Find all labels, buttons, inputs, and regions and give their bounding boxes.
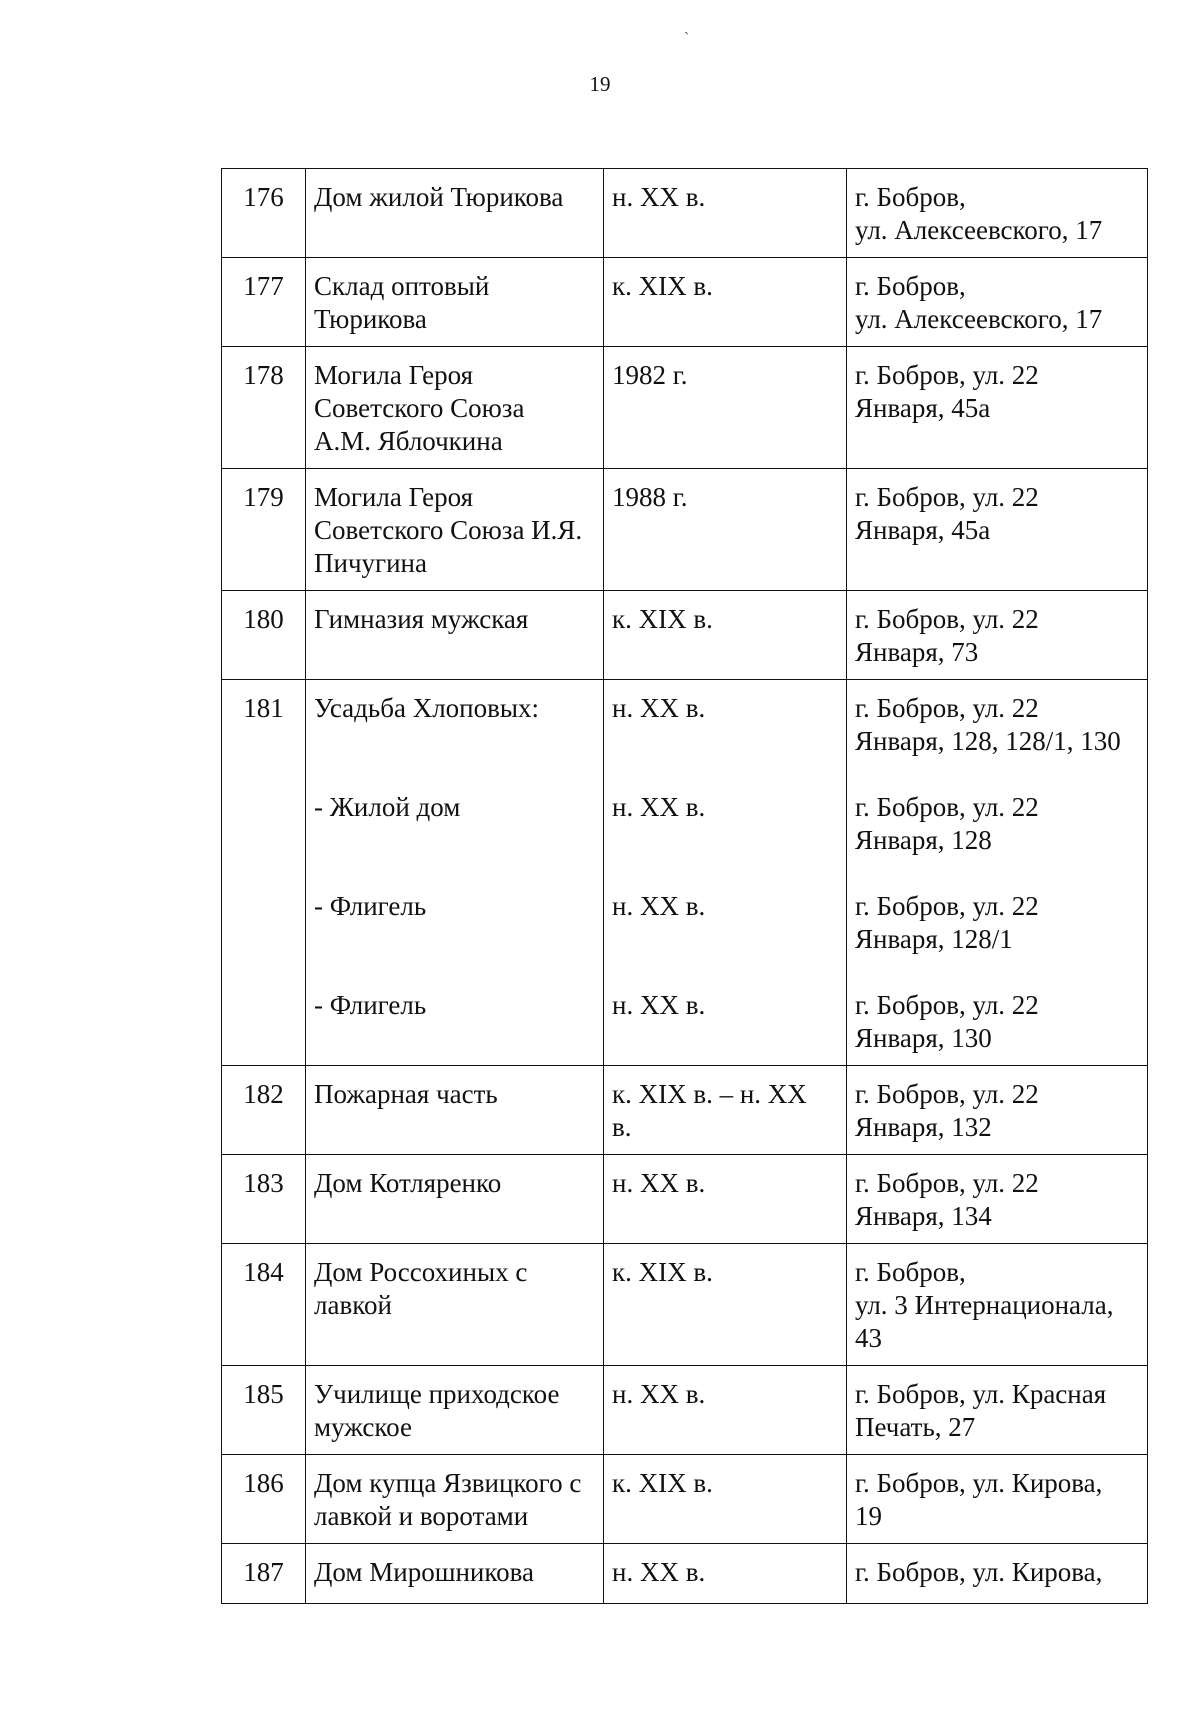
object-name-cell: [306, 169, 604, 258]
date-line: н. XX в.: [612, 1168, 706, 1198]
table-row: [222, 1244, 1148, 1366]
table-row: [222, 1544, 1148, 1604]
sub-object-date: н. XX в.: [612, 990, 706, 1020]
address-line: г. Бобров, ул. Красная: [855, 1379, 1107, 1409]
address-line: г. Бобров, ул. 22: [855, 693, 1039, 723]
table-row: [222, 469, 1148, 591]
row-number: 178: [222, 347, 306, 469]
address-line: Января, 132: [855, 1112, 992, 1142]
object-name-line: Дом Котляренко: [314, 1168, 502, 1198]
date-line: н. XX в.: [612, 1379, 706, 1409]
date-cell: [604, 1066, 847, 1155]
date-line: к. XIX в.: [612, 604, 713, 634]
row-number: 181: [222, 680, 306, 1066]
object-name-cell: [306, 1244, 604, 1366]
sub-object-address: [855, 989, 1139, 1055]
address-line: г. Бобров, ул. Кирова,: [855, 1468, 1103, 1498]
object-name-line: Дом купца Язвицкого с: [314, 1468, 582, 1498]
address-line: г. Бобров, ул. 22: [855, 360, 1039, 390]
object-name-cell: [306, 1544, 604, 1604]
sub-object-name: Усадьба Хлоповых:: [314, 693, 540, 723]
address-line: г. Бобров,: [855, 1257, 966, 1287]
date-line: н. XX в.: [612, 182, 706, 212]
table-row: [222, 169, 1148, 258]
address-cell: [847, 1544, 1148, 1604]
object-name-cell: [306, 1066, 604, 1155]
address-line: г. Бобров,: [855, 271, 966, 301]
address-line: г. Бобров,: [855, 182, 966, 212]
object-name-line: Пичугина: [314, 548, 427, 578]
address-line: Января, 130: [855, 1023, 992, 1053]
object-name-line: Советского Союза И.Я.: [314, 515, 583, 545]
row-number: 186: [222, 1455, 306, 1544]
date-line: в.: [612, 1112, 632, 1142]
object-name-line: Дом жилой Тюрикова: [314, 182, 564, 212]
address-line: Января, 128/1: [855, 924, 1013, 954]
date-line: к. XIX в.: [612, 1257, 713, 1287]
address-cell: [847, 1455, 1148, 1544]
address-line: Января, 134: [855, 1201, 992, 1231]
object-name-line: Склад оптовый: [314, 271, 490, 301]
address-line: г. Бобров, ул. 22: [855, 891, 1039, 921]
row-number: 180: [222, 591, 306, 680]
address-line: Печать, 27: [855, 1412, 976, 1442]
object-name-cell: [306, 469, 604, 591]
object-name-line: лавкой и воротами: [314, 1501, 529, 1531]
address-line: Января, 73: [855, 637, 979, 667]
object-name-cell: [306, 1155, 604, 1244]
object-name-cell: [306, 1455, 604, 1544]
address-line: 19: [855, 1501, 882, 1531]
address-line: г. Бобров, ул. 22: [855, 1168, 1039, 1198]
sub-object-date: н. XX в.: [612, 792, 706, 822]
object-name-line: Дом Мирошникова: [314, 1557, 535, 1587]
object-name-line: Тюрикова: [314, 304, 427, 334]
table-row: [222, 680, 1148, 1066]
page-number: 19: [589, 72, 611, 96]
object-name-line: Могила Героя: [314, 360, 474, 390]
row-number: 179: [222, 469, 306, 591]
object-name-line: лавкой: [314, 1290, 392, 1320]
date-cell: [604, 1366, 847, 1455]
scan-speck: `: [684, 30, 690, 47]
object-name-cell: [306, 680, 604, 1066]
date-line: 1988 г.: [612, 482, 688, 512]
date-cell: [604, 169, 847, 258]
object-name-line: Гимназия мужская: [314, 604, 529, 634]
table-row: [222, 258, 1148, 347]
address-cell: [847, 169, 1148, 258]
object-name-cell: [306, 258, 604, 347]
object-name-cell: [306, 1366, 604, 1455]
date-cell: [604, 680, 847, 1066]
address-line: ул. 3 Интернационала,: [855, 1290, 1114, 1320]
address-line: ул. Алексеевского, 17: [855, 304, 1103, 334]
date-cell: [604, 591, 847, 680]
object-name-cell: [306, 347, 604, 469]
date-line: к. XIX в.: [612, 271, 713, 301]
date-line: к. XIX в. – н. XX: [612, 1079, 807, 1109]
object-name-line: Советского Союза: [314, 393, 525, 423]
sub-object-address: [855, 692, 1139, 791]
table-row: [222, 1366, 1148, 1455]
row-number: 184: [222, 1244, 306, 1366]
table-row: [222, 1155, 1148, 1244]
address-line: г. Бобров, ул. 22: [855, 990, 1039, 1020]
date-cell: [604, 347, 847, 469]
address-line: ул. Алексеевского, 17: [855, 215, 1103, 245]
date-cell: [604, 1155, 847, 1244]
address-cell: [847, 1244, 1148, 1366]
address-line: 43: [855, 1323, 882, 1353]
address-cell: [847, 1066, 1148, 1155]
sub-object-date: н. XX в.: [612, 891, 706, 921]
table-row: [222, 1455, 1148, 1544]
table-row: [222, 347, 1148, 469]
sub-object-address: [855, 890, 1139, 989]
date-cell: [604, 1455, 847, 1544]
address-cell: [847, 1155, 1148, 1244]
address-cell: [847, 591, 1148, 680]
row-number: 176: [222, 169, 306, 258]
row-number: 177: [222, 258, 306, 347]
date-line: н. XX в.: [612, 1557, 706, 1587]
table-row: [222, 1066, 1148, 1155]
address-cell: [847, 680, 1148, 1066]
heritage-registry-table: [221, 168, 1148, 1604]
sub-object-name: - Жилой дом: [314, 792, 461, 822]
object-name-line: мужское: [314, 1412, 412, 1442]
sub-object-name: - Флигель: [314, 990, 427, 1020]
date-cell: [604, 1544, 847, 1604]
row-number: 182: [222, 1066, 306, 1155]
table-body: [222, 169, 1148, 1604]
sub-object-date: н. XX в.: [612, 693, 706, 723]
address-cell: [847, 1366, 1148, 1455]
table-row: [222, 591, 1148, 680]
sub-object-name: - Флигель: [314, 891, 427, 921]
row-number: 183: [222, 1155, 306, 1244]
row-number: 185: [222, 1366, 306, 1455]
sub-object-address: [855, 791, 1139, 890]
address-line: Января, 45а: [855, 393, 991, 423]
address-line: г. Бобров, ул. Кирова,: [855, 1557, 1103, 1587]
object-name-line: Училище приходское: [314, 1379, 560, 1409]
address-cell: [847, 347, 1148, 469]
object-name-line: Дом Россохиных с: [314, 1257, 528, 1287]
address-line: Января, 128: [855, 825, 992, 855]
object-name-line: Могила Героя: [314, 482, 474, 512]
object-name-cell: [306, 591, 604, 680]
date-line: 1982 г.: [612, 360, 688, 390]
date-cell: [604, 258, 847, 347]
date-cell: [604, 1244, 847, 1366]
address-line: Января, 128, 128/1, 130: [855, 726, 1121, 756]
address-line: г. Бобров, ул. 22: [855, 604, 1039, 634]
address-line: г. Бобров, ул. 22: [855, 792, 1039, 822]
date-cell: [604, 469, 847, 591]
row-number: 187: [222, 1544, 306, 1604]
object-name-line: А.М. Яблочкина: [314, 426, 503, 456]
address-cell: [847, 258, 1148, 347]
object-name-line: Пожарная часть: [314, 1079, 498, 1109]
address-line: Января, 45а: [855, 515, 991, 545]
date-line: к. XIX в.: [612, 1468, 713, 1498]
address-line: г. Бобров, ул. 22: [855, 1079, 1039, 1109]
address-cell: [847, 469, 1148, 591]
address-line: г. Бобров, ул. 22: [855, 482, 1039, 512]
